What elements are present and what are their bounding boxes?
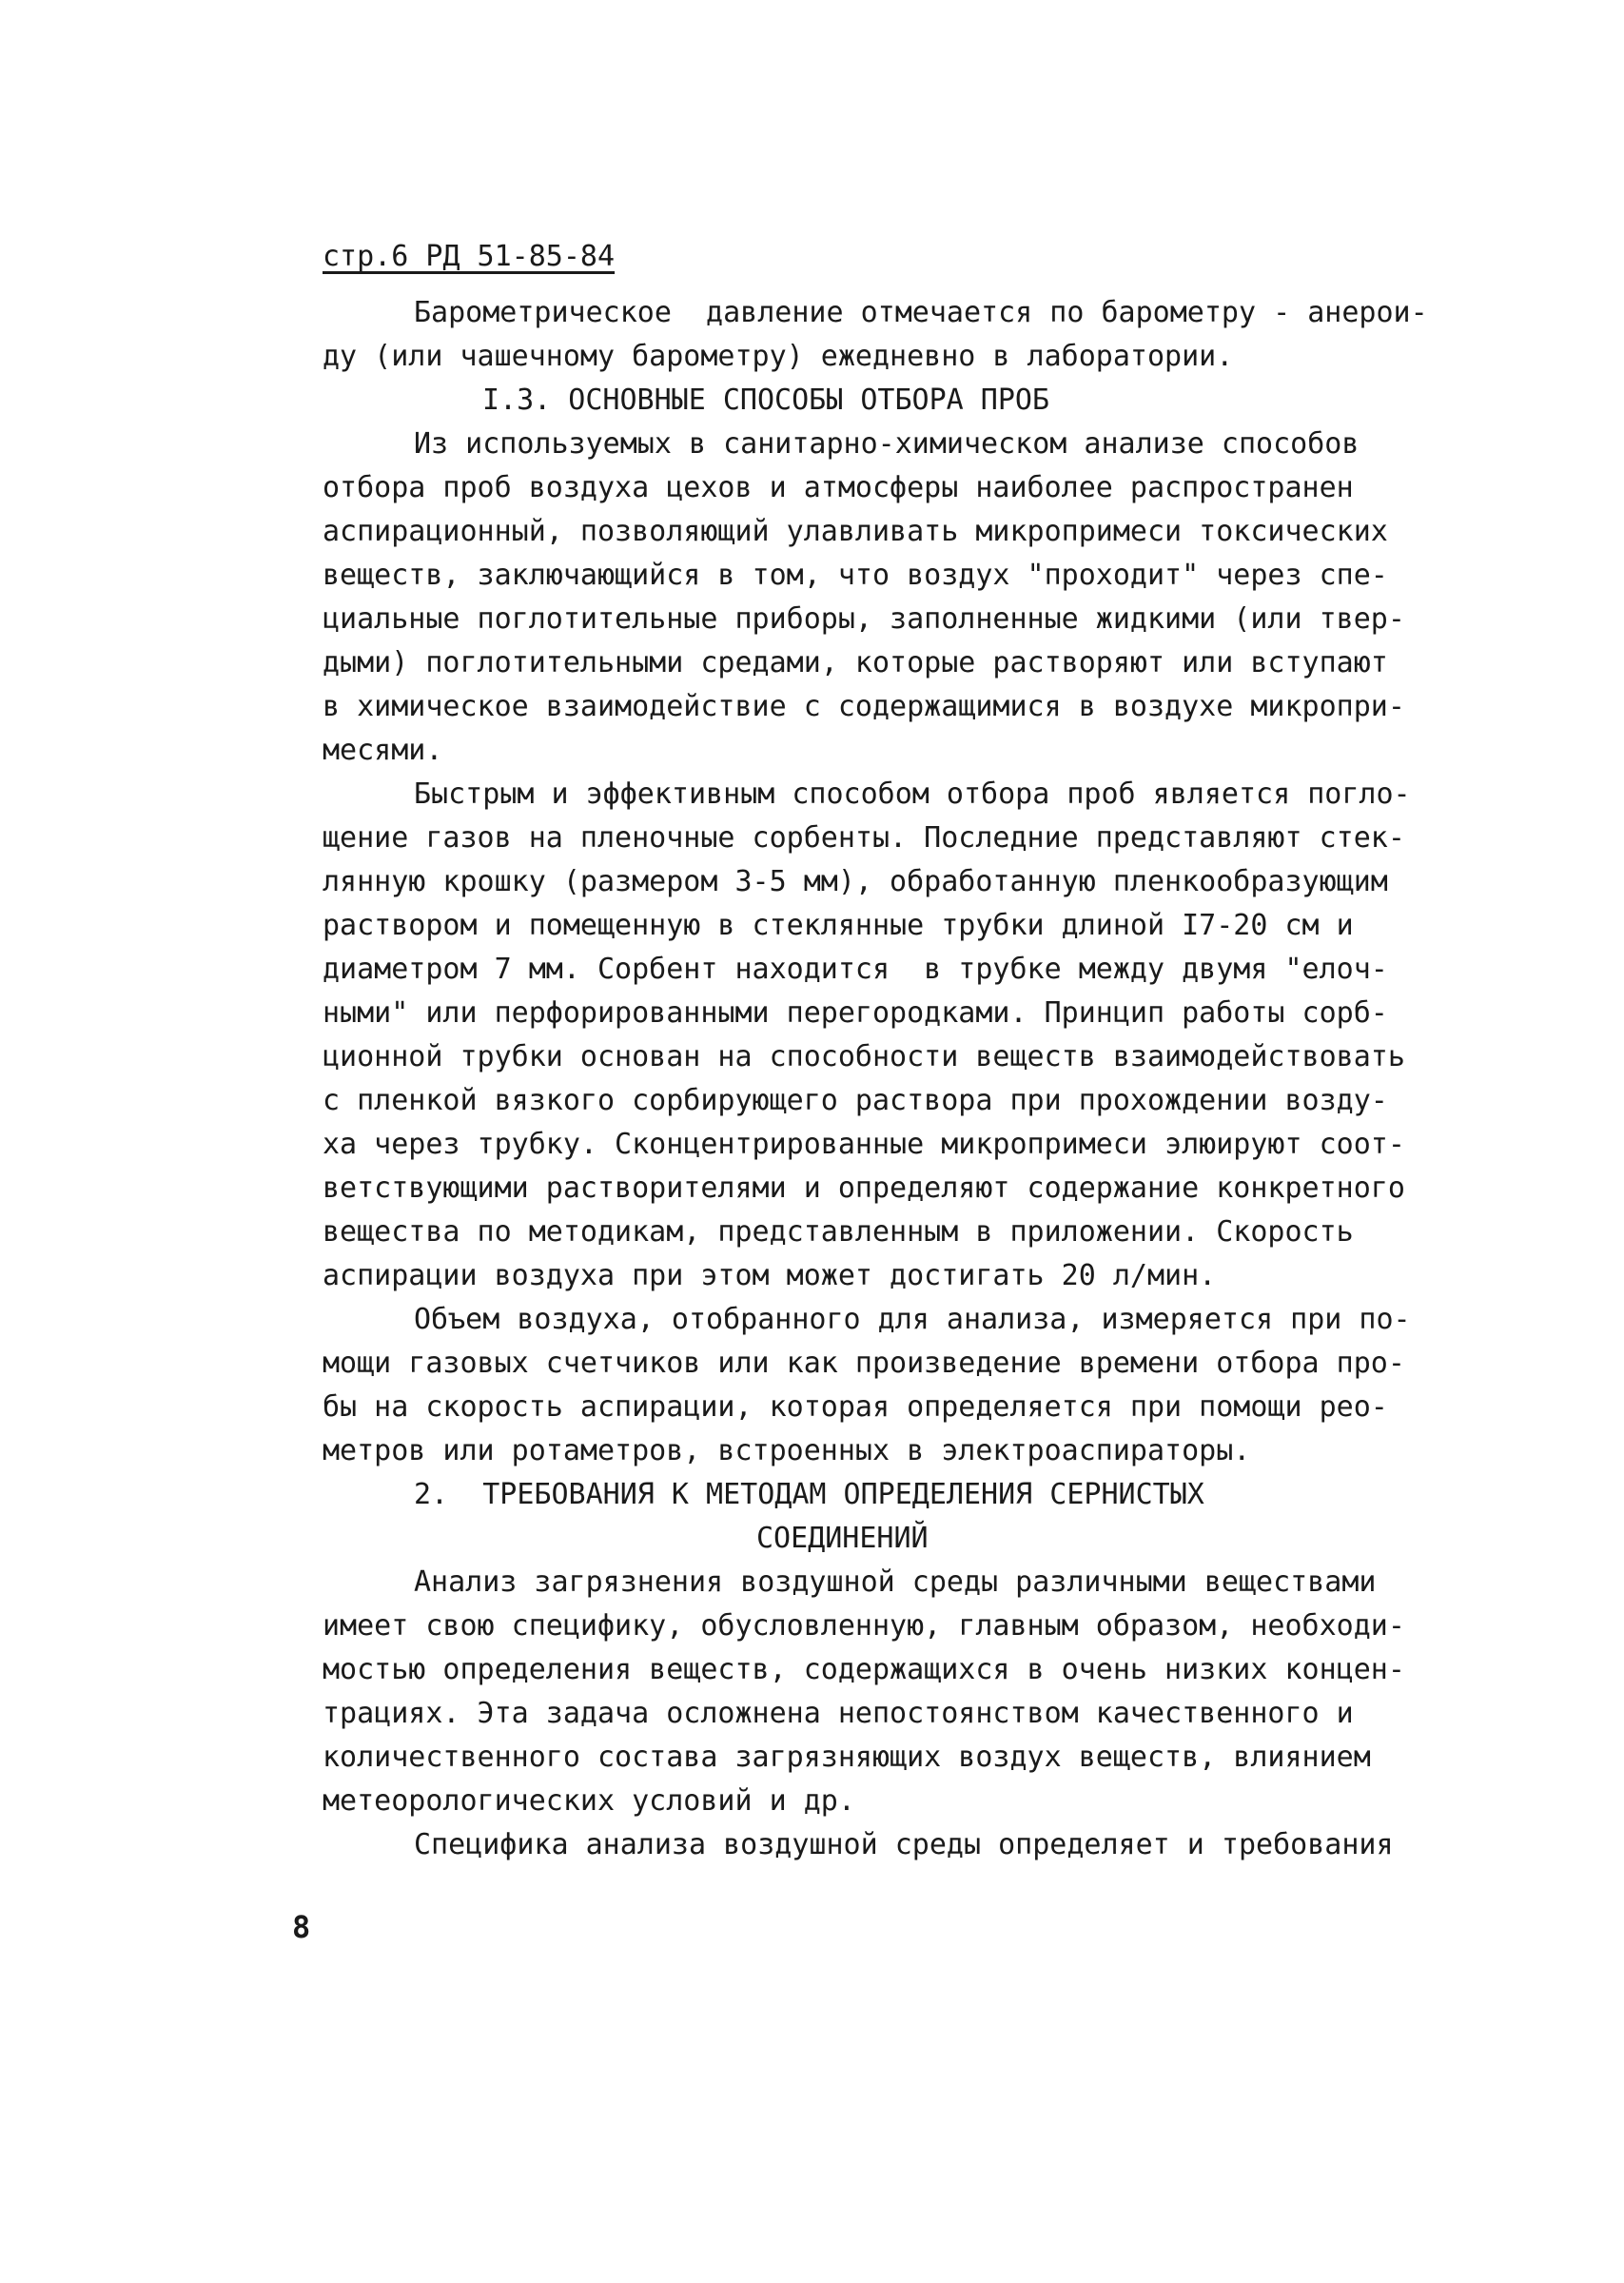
section-heading: СОЕДИНЕНИЙ xyxy=(756,1522,929,1555)
paragraph-line: бы на скорость аспирации, которая определяется при помощи рео- xyxy=(323,1390,1388,1424)
section-heading: 2. ТРЕБОВАНИЯ К МЕТОДАМ ОПРЕДЕЛЕНИЯ СЕРНИСТЫХ xyxy=(414,1478,1204,1511)
paragraph-line: мощи газовых счетчиков или как произведение времени отбора про- xyxy=(323,1347,1405,1380)
paragraph-line: Быстрым и эффективным способом отбора проб является погло- xyxy=(414,777,1411,811)
paragraph-line: аспирационный, позволяющий улавливать микропримеси токсических xyxy=(323,515,1388,548)
paragraph-line: метеорологических условий и др. xyxy=(323,1784,855,1818)
paragraph-line: ду (или чашечному барометру) ежедневно в лаборатории. xyxy=(323,340,1234,373)
paragraph-line: отбора проб воздуха цехов и атмосферы наиболее распространен xyxy=(323,471,1354,504)
page-header: стр.6 РД 51-85-84 xyxy=(323,240,616,273)
paragraph-line: лянную крошку (размером 3-5 мм), обработанную пленкообразующим xyxy=(323,865,1388,898)
paragraph-line: Из используемых в санитарно-химическом анализе способов xyxy=(414,427,1360,461)
paragraph-line: щение газов на пленочные сорбенты. Последние представляют стек- xyxy=(323,821,1405,855)
paragraph-line: месями. xyxy=(323,734,443,767)
paragraph-line: диаметром 7 мм. Сорбент находится в трубке между двумя "елоч- xyxy=(323,953,1388,986)
paragraph-line: ха через трубку. Сконцентрированные микропримеси элюируют соот- xyxy=(323,1128,1405,1161)
paragraph-line: Анализ загрязнения воздушной среды различными веществами xyxy=(414,1565,1377,1599)
paragraph-line: с пленкой вязкого сорбирующего раствора при прохождении возду- xyxy=(323,1084,1388,1117)
paragraph-line: циальные поглотительные приборы, заполненные жидкими (или твер- xyxy=(323,602,1405,636)
section-heading: I.3. ОСНОВНЫЕ СПОСОБЫ ОТБОРА ПРОБ xyxy=(482,384,1050,417)
paragraph-line: веществ, заключающийся в том, что воздух "проходит" через спе- xyxy=(323,559,1388,592)
paragraph-line: Специфика анализа воздушной среды определяет и требования xyxy=(414,1828,1394,1861)
paragraph-line: вещества по методикам, представленным в приложении. Скорость xyxy=(323,1215,1354,1249)
paragraph-line: мостью определения веществ, содержащихся в очень низких концен- xyxy=(323,1653,1405,1686)
paragraph-line: имеет свою специфику, обусловленную, главным образом, необходи- xyxy=(323,1609,1405,1643)
paragraph-line: Объем воздуха, отобранного для анализа, измеряется при по- xyxy=(414,1303,1411,1336)
paragraph-line: аспирации воздуха при этом может достигать 20 л/мин. xyxy=(323,1259,1217,1292)
paragraph-line: метров или ротаметров, встроенных в электроаспираторы. xyxy=(323,1434,1251,1467)
paragraph-line: Барометрическое давление отмечается по барометру - анерои- xyxy=(414,296,1428,329)
paragraph-line: дыми) поглотительными средами, которые растворяют или вступают xyxy=(323,646,1388,679)
paragraph-line: ными" или перфорированными перегородками. Принцип работы сорб- xyxy=(323,996,1388,1030)
page-body xyxy=(323,291,1464,1867)
paragraph-line: раствором и помещенную в стеклянные трубки длиной I7-20 см и xyxy=(323,909,1354,942)
paragraph-line: количественного состава загрязняющих воздух веществ, влиянием xyxy=(323,1741,1371,1774)
paragraph-line: ветствующими растворителями и определяют содержание конкретного xyxy=(323,1171,1405,1205)
paragraph-line: трациях. Эта задача осложнена непостоянством качественного и xyxy=(323,1697,1354,1730)
page-number: 8 xyxy=(292,1909,311,1945)
paragraph-line: в химическое взаимодействие с содержащимися в воздухе микропри- xyxy=(323,690,1405,723)
paragraph-line: ционной трубки основан на способности веществ взаимодействовать xyxy=(323,1040,1405,1073)
